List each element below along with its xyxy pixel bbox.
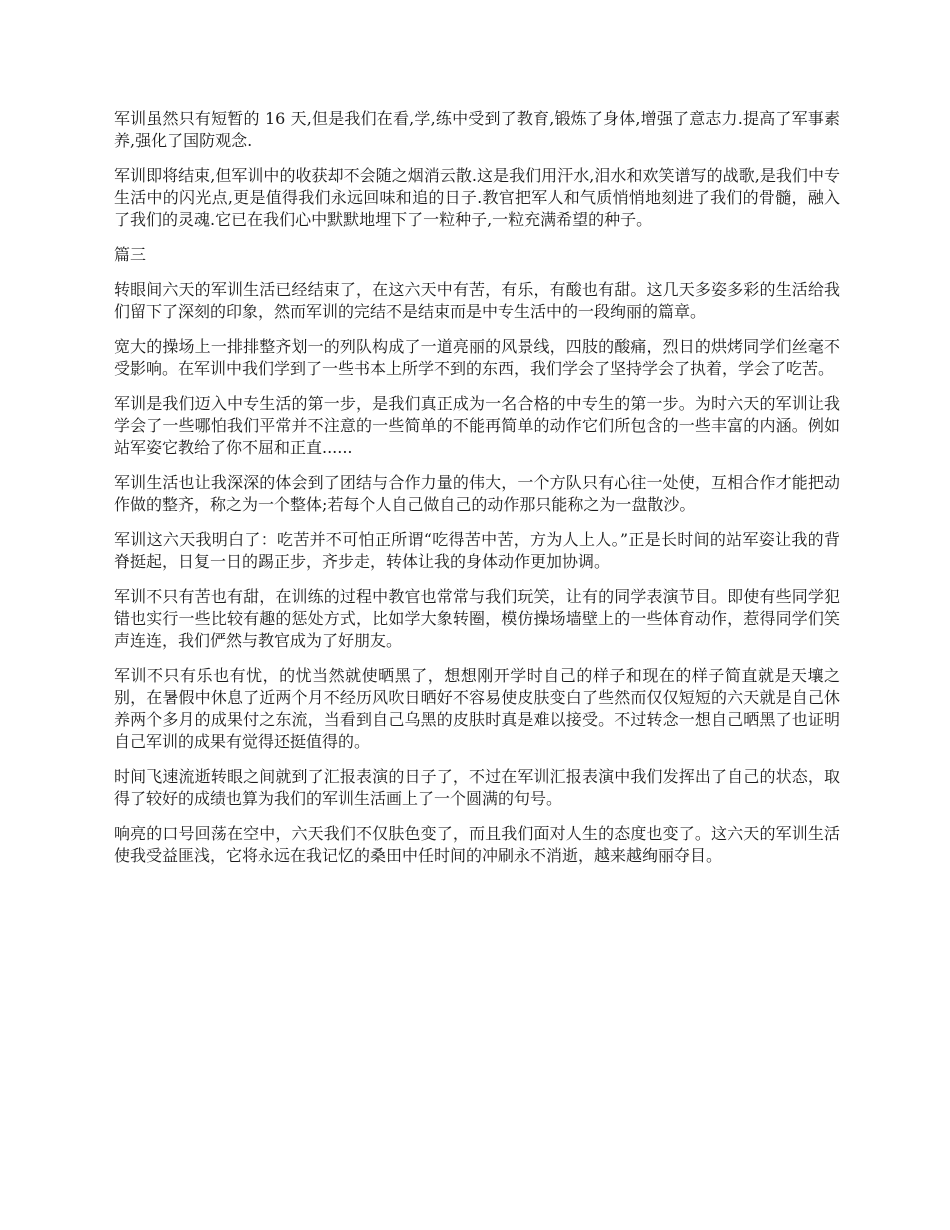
paragraph-5: 军训是我们迈入中专生活的第一步，是我们真正成为一名合格的中专生的第一步。为时六天的军训让我学会了一些哪怕我们平常并不注意的一些简单的不能再简单的动作它们所包含的一些丰富的内涵。例如站军姿它教给了你不屈和正直...... [114, 394, 840, 457]
paragraph-1: 军训虽然只有短暂的 16 天,但是我们在看,学,练中受到了教育,锻炼了身体,增强了意志力.提高了军事素养,强化了国防观念. [114, 109, 840, 150]
document-body [114, 108, 840, 880]
paragraph-2: 军训即将结束,但军训中的收获却不会随之烟消云散.这是我们用汗水,泪水和欢笑谱写的战歌,是我们中专生活中的闪光点,更是值得我们永远回味和追的日子.教官把军人和气质悄悄地刻进了我们的骨髓，融入了我们的灵魂.它已在我们心中默默地埋下了一粒种子,一粒充满希望的种子。 [114, 166, 840, 229]
paragraph-10: 时间飞速流逝转眼之间就到了汇报表演的日子了，不过在军训汇报表演中我们发挥出了自己的状态，取得了较好的成绩也算为我们的军训生活画上了一个圆满的句号。 [114, 767, 840, 808]
paragraph-4: 宽大的操场上一排排整齐划一的列队构成了一道亮丽的风景线，四肢的酸痛，烈日的烘烤同学们丝毫不受影响。在军训中我们学到了一些书本上所学不到的东西，我们学会了坚持学会了执着，学会了吃苦。 [114, 337, 840, 378]
paragraph-9: 军训不只有乐也有忧，的忧当然就使晒黑了，想想刚开学时自己的样子和现在的样子简直就是天壤之别，在暑假中休息了近两个月不经历风吹日晒好不容易使皮肤变白了些然而仅仅短短的六天就是自己休养两个多月的成果付之东流，当看到自己乌黑的皮肤时真是难以接受。不过转念一想自己晒黑了也证明自己军训的成果有觉得还挺值得的。 [114, 666, 840, 751]
paragraph-7: 军训这六天我明白了：吃苦并不可怕正所谓“吃得苦中苦，方为人上人。”正是长时间的站军姿让我的背脊挺起，日复一日的踢正步，齐步走，转体让我的身体动作更加协调。 [114, 530, 840, 571]
paragraph-6: 军训生活也让我深深的体会到了团结与合作力量的伟大，一个方队只有心往一处使，互相合作才能把动作做的整齐，称之为一个整体;若每个人自己做自己的动作那只能称之为一盘散沙。 [114, 473, 840, 514]
paragraph-3: 转眼间六天的军训生活已经结束了，在这六天中有苦，有乐，有酸也有甜。这几天多姿多彩的生活给我们留下了深刻的印象，然而军训的完结不是结束而是中专生活中的一段绚丽的篇章。 [114, 280, 840, 321]
paragraph-11: 响亮的口号回荡在空中，六天我们不仅肤色变了，而且我们面对人生的态度也变了。这六天的军训生活使我受益匪浅，它将永远在我记忆的桑田中任时间的冲刷永不消逝，越来越绚丽夺目。 [114, 824, 840, 865]
section-heading: 篇三 [114, 245, 147, 264]
paragraph-8: 军训不只有苦也有甜，在训练的过程中教官也常常与我们玩笑，让有的同学表演节目。即使有些同学犯错也实行一些比较有趣的惩处方式，比如学大象转圈，模仿操场墙壁上的一些体育动作，惹得同学们笑声连连，我们俨然与教官成为了好朋友。 [114, 587, 840, 650]
